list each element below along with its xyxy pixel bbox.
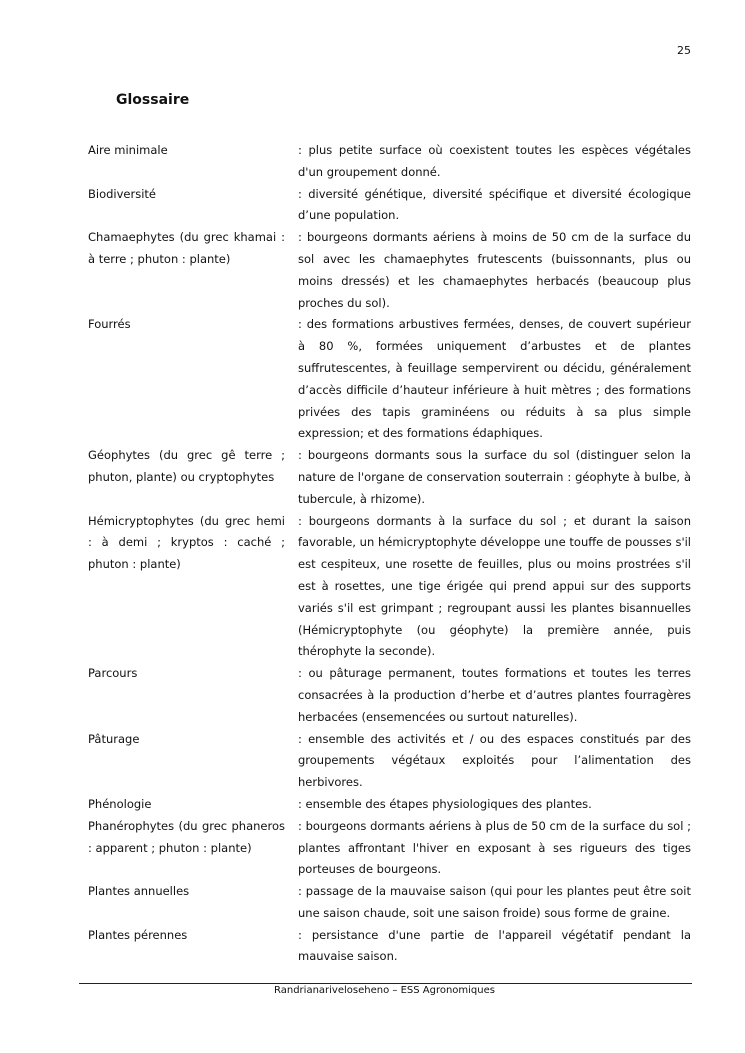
- glossary-term: Phanérophytes (du grec phaneros : apparent ; phuton : plante): [88, 818, 285, 855]
- glossary-definition: : bourgeons dormants aériens à moins de 50 cm de la surface du sol avec les chamaephytes frutescents (buissonnants, plus ou moins dressés) et les chamaephytes herbacés (beaucoup plus proches du sol).: [298, 230, 691, 310]
- glossary-entry: [88, 663, 691, 728]
- glossary-entry: [88, 794, 691, 816]
- glossary-entry: [88, 729, 691, 794]
- glossary-definition: : ensemble des activités et / ou des espaces constitués par des groupements végétaux exploités pour l’alimentation des herbivores.: [298, 731, 691, 790]
- glossary-definition: : ensemble des étapes physiologiques des plantes.: [298, 796, 592, 811]
- glossary-entry: [88, 184, 691, 228]
- footer-divider: [79, 983, 692, 984]
- glossary-term: Biodiversité: [88, 186, 156, 201]
- glossary-definition: : diversité génétique, diversité spécifique et diversité écologique d’une population.: [298, 186, 691, 223]
- glossary-entry: [88, 445, 691, 510]
- glossary-definition: : plus petite surface où coexistent toutes les espèces végétales d'un groupement donné.: [298, 143, 691, 179]
- glossary-term: Géophytes (du grec gê terre ; phuton, plante) ou cryptophytes: [88, 448, 285, 484]
- glossary-term: Plantes pérennes: [88, 927, 188, 942]
- glossary-definition: : passage de la mauvaise saison (qui pour les plantes peut être soit une saison chaude, soit une saison froide) sous forme de graine.: [298, 884, 691, 920]
- glossary-definition: : bourgeons dormants aériens à plus de 50 cm de la surface du sol ; plantes affrontant l'hiver en exposant à ses rigueurs des tiges porteuses de bourgeons.: [298, 818, 691, 877]
- glossary-term: Pâturage: [88, 731, 140, 746]
- glossary-term: Phénologie: [88, 796, 152, 811]
- glossary-term: Plantes annuelles: [88, 884, 190, 899]
- glossary-term: Hémicryptophytes (du grec hemi : à demi ; kryptos : caché ; phuton : plante): [88, 513, 285, 572]
- glossary-entry: [88, 227, 691, 314]
- glossary-definition: : persistance d'une partie de l'appareil végétatif pendant la mauvaise saison.: [298, 927, 691, 964]
- page-number: 25: [677, 44, 691, 57]
- glossary-term: Fourrés: [88, 317, 131, 332]
- glossary-entry: [88, 314, 691, 445]
- page-title: Glossaire: [116, 92, 190, 108]
- glossary-list: [88, 140, 691, 968]
- glossary-term: Chamaephytes (du grec khamai : à terre ; phuton : plante): [88, 230, 285, 266]
- glossary-entry: [88, 816, 691, 881]
- glossary-term: Aire minimale: [88, 143, 168, 157]
- glossary-definition: : bourgeons dormants à la surface du sol ; et durant la saison favorable, un hémicryptophyte développe une touffe de pousses s'il est cespiteux, une rosette de feuilles, plus ou moins prostrées s'il est à rosettes, une tige érigée qui prend appui sur des supports variés s'il est grimpant ; regroupant aussi les plantes bisannuelles (Hémicryptophyte (ou géophyte) la première année, puis thérophyte la seconde).: [298, 513, 691, 659]
- glossary-term: Parcours: [88, 666, 138, 681]
- page-footer: Randrianariveloseheno – ESS Agronomiques: [274, 985, 495, 996]
- glossary-entry: [88, 511, 691, 664]
- glossary-definition: : ou pâturage permanent, toutes formations et toutes les terres consacrées à la production d’herbe et d’autres plantes fourragères herbacées (ensemencées ou surtout naturelles).: [298, 666, 691, 724]
- glossary-definition: : bourgeons dormants sous la surface du sol (distinguer selon la nature de l'organe de conservation souterrain : géophyte à bulbe, à tubercule, à rhizome).: [298, 448, 691, 506]
- glossary-definition: : des formations arbustives fermées, denses, de couvert supérieur à 80 %, formées uniquement d’arbustes et de plantes suffrutescentes, à feuillage sempervirent ou décidu, généralement d’accès difficile d’hauteur inférieure à huit mètres ; des formations privées des tapis graminéens ou réduits à sa plus simple expression; et des formations édaphiques.: [298, 317, 691, 441]
- glossary-entry: [88, 925, 691, 969]
- glossary-entry: [88, 881, 691, 925]
- glossary-entry: [88, 140, 691, 184]
